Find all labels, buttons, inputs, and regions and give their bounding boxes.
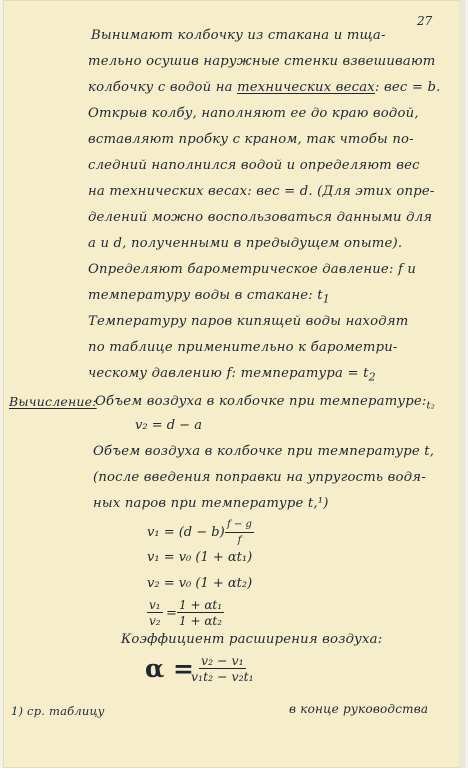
text-line-17: (после введения поправки на упругость водя- xyxy=(93,470,426,485)
ratio-lhs-num: v₁ xyxy=(149,598,161,612)
ratio-rhs xyxy=(177,598,224,628)
formula-alpha-fraction xyxy=(191,654,254,684)
text-line-6: следний наполнился водой и определяют вес xyxy=(88,158,420,173)
formula-v2b: v₂ = v₀ (1 + αt₂) xyxy=(147,576,253,591)
text-line-18: ных паров при температуре t,¹) xyxy=(93,496,329,511)
fraction-denominator: f xyxy=(237,535,242,546)
text-line-3b: : вес = b. xyxy=(374,80,441,95)
fraction-numerator: f − g xyxy=(225,518,254,533)
text-line-15a: Объем воздуха в колбочке при температуре: xyxy=(95,394,427,409)
text-line-16: Объем воздуха в колбочке при температуре t, xyxy=(93,444,435,459)
formula-v2: v₂ = d − a xyxy=(135,418,202,433)
page-number: 27 xyxy=(417,14,433,28)
text-line-3 xyxy=(88,80,441,95)
ratio-rhs-num: 1 + αt₁ xyxy=(179,598,223,612)
formula-alpha-symbol: α = xyxy=(145,654,194,683)
ratio-rhs-den: 1 + αt₂ xyxy=(179,614,223,628)
text-line-7: на технических весах: вес = d. (Для этих опре- xyxy=(88,184,435,199)
text-line-14a: ческому давлению f: температура = t xyxy=(88,366,369,381)
text-line-3a: колбочку с водой на xyxy=(88,80,233,95)
text-line-9: a и d, полученными в предыдущем опыте). xyxy=(88,236,403,251)
text-line-14: ческому давлению f: температура = $t_2$ xyxy=(88,366,376,384)
text-line-19: Коэффициент расширения воздуха: xyxy=(121,632,383,647)
document-page xyxy=(3,0,465,768)
text-line-13: по таблице применительно к барометри- xyxy=(88,340,398,355)
formula-v1: v₁ = v₀ (1 + αt₁) xyxy=(147,550,253,565)
footnote-right: в конце руководства xyxy=(289,702,429,716)
ratio-lhs-den: v₂ xyxy=(149,614,161,628)
footnote-left: 1) ср. таблицу xyxy=(11,704,105,718)
text-line-11a: температуру воды в стакане: t xyxy=(88,288,323,303)
text-line-1: Вынимают колбочку из стакана и тща- xyxy=(91,28,386,43)
text-line-4: Открыв колбу, наполняют ее до краю водой, xyxy=(88,106,419,121)
underlined-term: технических весах xyxy=(237,80,375,95)
formula-v1-lhs: v₁ = (d − b) xyxy=(147,525,225,540)
text-line-11: температуру воды в стакане: $t_1$ xyxy=(88,288,330,306)
text-line-10: Определяют барометрическое давление: f и xyxy=(88,262,417,277)
alpha-numerator: v₂ − v₁ xyxy=(201,653,244,668)
calculation-heading: Вычисление: xyxy=(9,394,97,409)
equals-sign: = xyxy=(166,606,177,621)
text-line-15: Объем воздуха в колбочке при $температуре:_{t_2}$ xyxy=(95,394,435,412)
text-line-2: тельно осушив наружные стенки взвешивают xyxy=(88,54,436,69)
ratio-lhs xyxy=(147,598,163,628)
text-line-12: Температуру паров кипящей воды находят xyxy=(88,314,409,329)
alpha-denominator: v₁t₂ − v₂t₁ xyxy=(191,669,254,684)
text-line-8: делений можно воспользоваться данными для xyxy=(88,210,433,225)
formula-v1-fraction xyxy=(225,518,254,548)
text-line-5: вставляют пробку с краном, так чтобы по- xyxy=(88,132,414,147)
page-edge xyxy=(459,0,465,768)
